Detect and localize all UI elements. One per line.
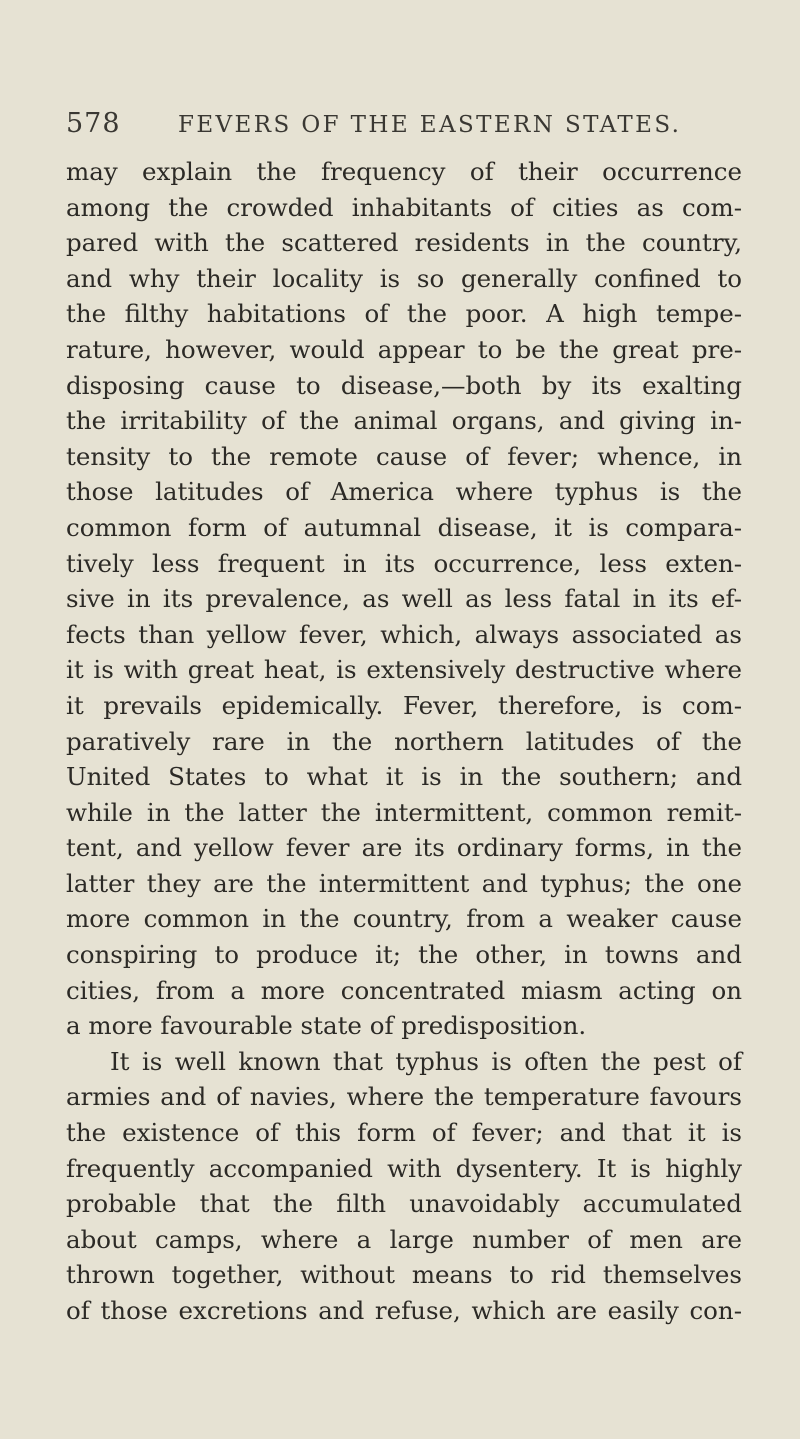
text-line: pared with the scattered residents in the country,	[66, 228, 742, 258]
text-line: sive in its prevalence, as well as less fatal in its ef-	[66, 584, 742, 614]
text-line: fects than yellow fever, which, always associated as	[66, 619, 742, 649]
text-line: those latitudes of America where typhus is the	[66, 477, 742, 507]
text-line: common form of autumnal disease, it is compara-	[66, 512, 742, 542]
text-line: the existence of this form of fever; and that it is	[66, 1118, 742, 1148]
text-line: cities, from a more concentrated miasm acting on	[66, 975, 742, 1005]
text-line: may explain the frequency of their occurrence	[66, 157, 742, 186]
text-line: while in the latter the intermittent, common remit-	[66, 797, 742, 827]
text-line: about camps, where a large number of men are	[66, 1224, 742, 1254]
running-title: FEVERS OF THE EASTERN STATES.	[178, 112, 682, 138]
text-line: thrown together, without means to rid themselves	[66, 1260, 742, 1290]
text-line: more common in the country, from a weaker cause	[66, 904, 742, 934]
text-line: frequently accompanied with dysentery. It is highly	[66, 1153, 742, 1183]
text-line: a more favourable state of predisposition.	[66, 1011, 587, 1041]
page-number: 578	[66, 108, 121, 139]
text-line: and why their locality is so generally confined to	[66, 263, 742, 293]
text-line: the filthy habitations of the poor. A high tempe-	[66, 299, 742, 329]
text-line: it is with great heat, is extensively destructive where	[66, 655, 742, 685]
text-line: latter they are the intermittent and typhus; the one	[66, 868, 742, 898]
text-line: among the crowded inhabitants of cities as com-	[66, 192, 742, 222]
text-line: United States to what it is in the southern; and	[66, 762, 742, 792]
text-line: the irritability of the animal organs, and giving in-	[66, 406, 742, 436]
text-line: tively less frequent in its occurrence, less exten-	[66, 548, 742, 578]
text-line: rature, however, would appear to be the great pre-	[66, 334, 742, 364]
text-line: tent, and yellow fever are its ordinary forms, in the	[66, 833, 742, 863]
text-line: conspiring to produce it; the other, in towns and	[66, 940, 742, 970]
running-head	[66, 104, 746, 144]
text-line: it prevails epidemically. Fever, therefore, is com-	[66, 690, 742, 720]
body-text	[66, 154, 742, 1329]
text-line: paratively rare in the northern latitudes of the	[66, 726, 742, 756]
text-line: disposing cause to disease,—both by its exalting	[66, 370, 742, 400]
text-line: armies and of navies, where the temperature favours	[66, 1082, 742, 1112]
text-line: It is well known that typhus is often the pest of	[110, 1046, 742, 1076]
text-line: of those excretions and refuse, which are easily con-	[66, 1296, 742, 1325]
text-line: tensity to the remote cause of fever; whence, in	[66, 441, 742, 471]
text-line: probable that the filth unavoidably accumulated	[66, 1189, 742, 1219]
